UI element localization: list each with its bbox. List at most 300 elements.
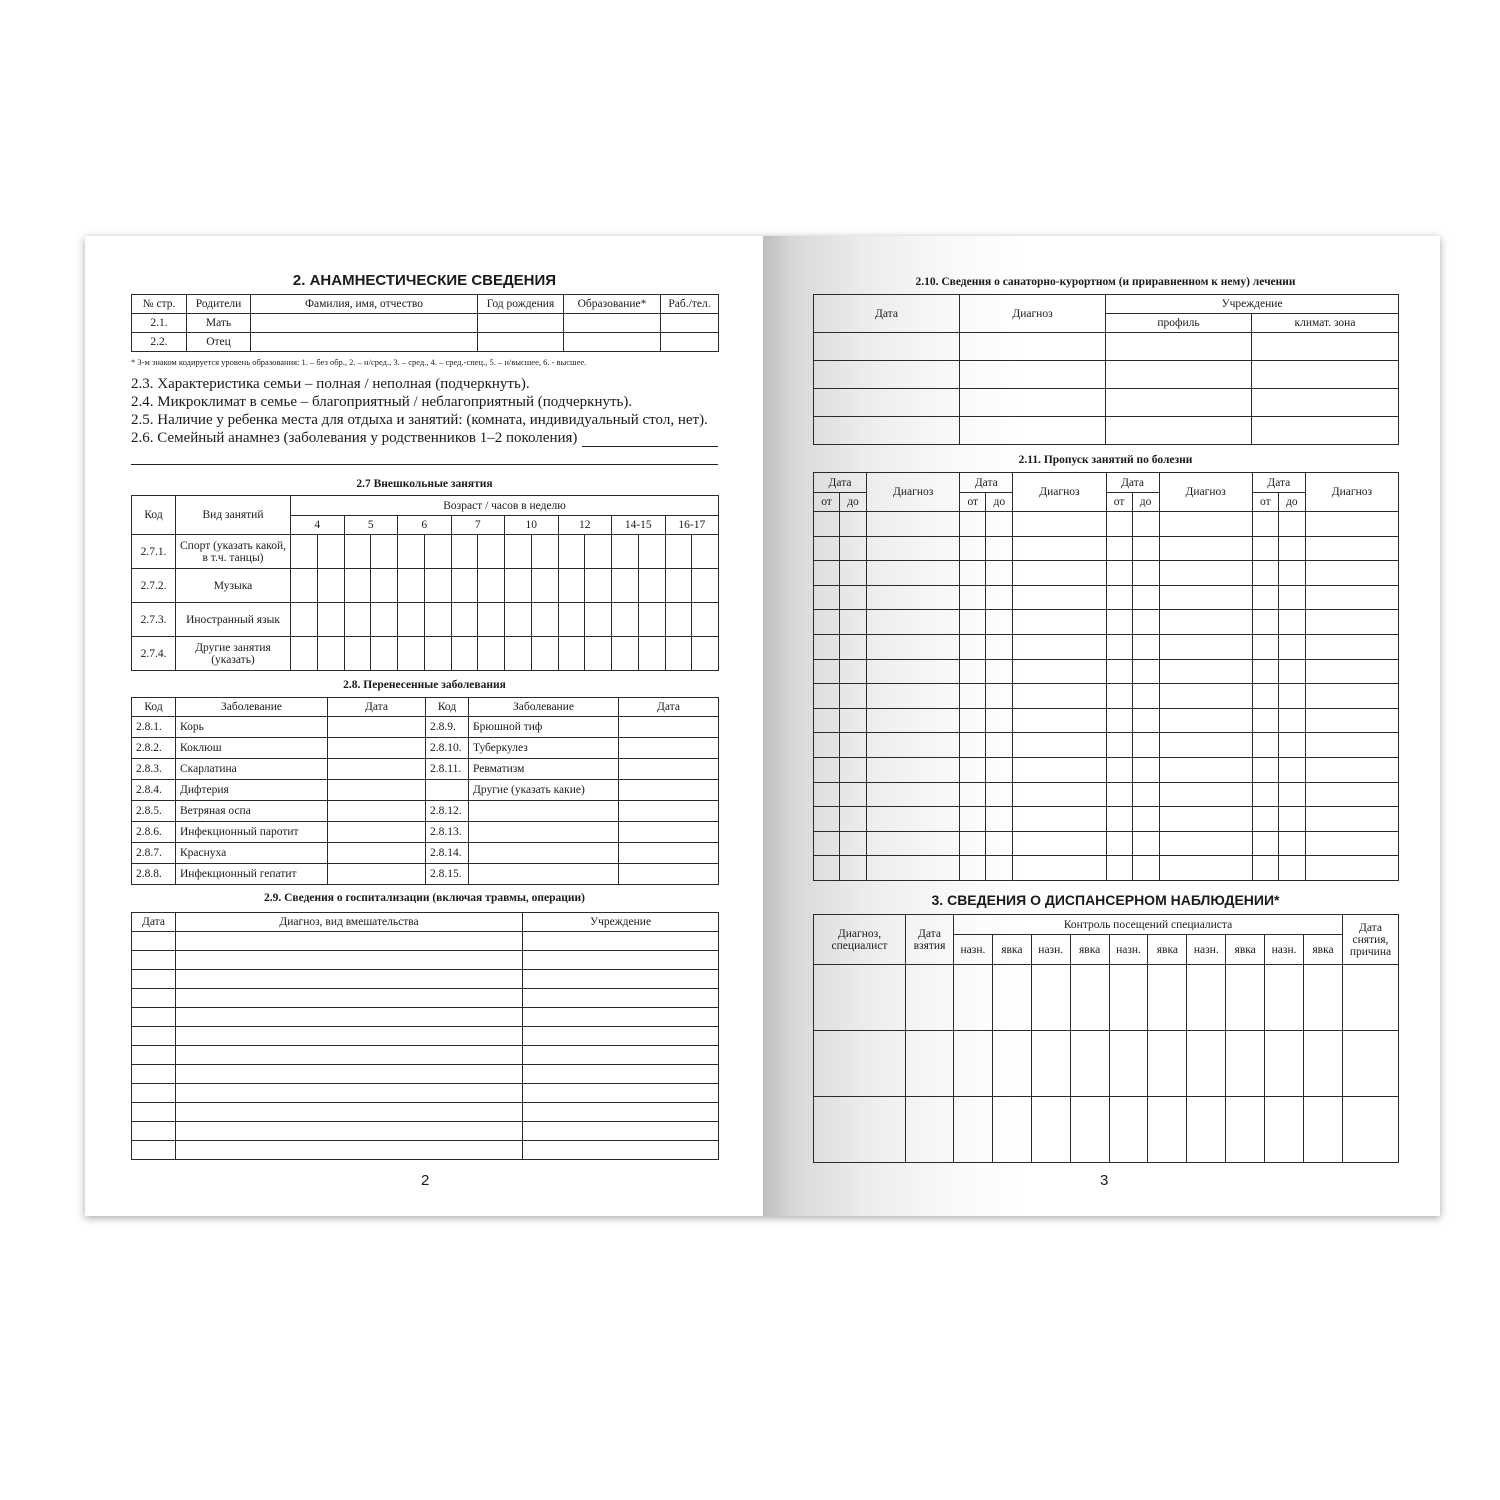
input-cell[interactable] [986,610,1013,635]
input-cell[interactable] [1252,389,1399,417]
input-cell[interactable] [840,708,867,733]
input-cell[interactable] [960,333,1106,361]
input-cell[interactable] [1278,856,1305,881]
input-cell[interactable] [1070,965,1109,1031]
input-cell[interactable] [1305,757,1398,782]
input-cell[interactable] [612,603,639,637]
input-cell[interactable] [665,535,692,569]
input-cell[interactable] [612,569,639,603]
input-cell[interactable] [1252,684,1278,709]
input-cell[interactable] [176,1141,523,1160]
input-cell[interactable] [814,417,960,445]
input-cell[interactable] [1305,733,1398,758]
input-cell[interactable] [132,989,176,1008]
input-cell[interactable] [344,569,371,603]
input-cell[interactable] [814,659,840,684]
input-cell[interactable] [451,637,478,671]
input-cell[interactable] [986,856,1013,881]
input-cell[interactable] [1106,333,1252,361]
input-cell[interactable] [523,951,719,970]
input-cell[interactable] [954,1097,993,1163]
input-cell[interactable] [451,603,478,637]
input-cell[interactable] [523,1122,719,1141]
input-cell[interactable] [692,569,719,603]
input-cell[interactable] [960,585,986,610]
input-cell[interactable] [840,634,867,659]
input-cell[interactable] [1226,965,1265,1031]
input-cell[interactable] [176,1065,523,1084]
input-cell[interactable] [505,637,532,671]
input-cell[interactable] [661,314,719,333]
input-cell[interactable] [344,603,371,637]
input-cell[interactable] [1278,561,1305,586]
input-cell[interactable] [451,569,478,603]
input-cell[interactable] [960,512,986,537]
input-cell[interactable] [986,659,1013,684]
input-cell[interactable] [960,634,986,659]
input-cell[interactable] [1106,659,1132,684]
input-cell[interactable] [986,561,1013,586]
input-cell[interactable] [176,1084,523,1103]
disease-name[interactable] [469,801,619,822]
input-cell[interactable] [1265,1031,1304,1097]
date-input[interactable] [328,801,426,822]
input-cell[interactable] [814,782,840,807]
input-cell[interactable] [986,708,1013,733]
input-cell[interactable] [132,1103,176,1122]
input-cell[interactable] [1304,965,1343,1031]
input-cell[interactable] [558,569,585,603]
input-cell[interactable] [867,634,960,659]
input-cell[interactable] [867,733,960,758]
input-cell[interactable] [1106,807,1132,832]
input-cell[interactable] [1342,965,1398,1031]
input-cell[interactable] [1013,634,1106,659]
input-cell[interactable] [1252,782,1278,807]
input-cell[interactable] [986,512,1013,537]
input-cell[interactable] [176,1103,523,1122]
input-cell[interactable] [317,603,344,637]
input-cell[interactable] [251,333,478,352]
input-cell[interactable] [1305,512,1398,537]
input-cell[interactable] [1252,512,1278,537]
input-cell[interactable] [523,1046,719,1065]
input-cell[interactable] [840,733,867,758]
input-cell[interactable] [1278,659,1305,684]
input-cell[interactable] [1132,536,1159,561]
input-cell[interactable] [1305,610,1398,635]
date-input[interactable] [328,717,426,738]
input-cell[interactable] [132,970,176,989]
input-cell[interactable] [867,684,960,709]
input-cell[interactable] [986,757,1013,782]
input-cell[interactable] [1106,634,1132,659]
input-cell[interactable] [960,733,986,758]
input-cell[interactable] [132,1046,176,1065]
input-cell[interactable] [1132,733,1159,758]
input-cell[interactable] [132,1122,176,1141]
input-cell[interactable] [1159,708,1252,733]
input-cell[interactable] [814,965,906,1031]
input-cell[interactable] [558,637,585,671]
date-input[interactable] [619,780,719,801]
input-cell[interactable] [1159,831,1252,856]
input-cell[interactable] [1132,856,1159,881]
input-cell[interactable] [1132,561,1159,586]
input-cell[interactable] [1305,831,1398,856]
input-cell[interactable] [986,733,1013,758]
input-cell[interactable] [1159,659,1252,684]
input-cell[interactable] [398,637,425,671]
input-cell[interactable] [1265,1097,1304,1163]
input-cell[interactable] [531,603,558,637]
sanatorium-table[interactable] [813,294,1399,445]
input-cell[interactable] [1252,585,1278,610]
input-cell[interactable] [176,970,523,989]
input-cell[interactable] [1159,684,1252,709]
input-cell[interactable] [291,569,318,603]
input-cell[interactable] [1305,807,1398,832]
input-cell[interactable] [1305,684,1398,709]
input-cell[interactable] [814,361,960,389]
input-cell[interactable] [1132,708,1159,733]
input-cell[interactable] [585,569,612,603]
input-cell[interactable] [867,585,960,610]
input-cell[interactable] [505,535,532,569]
extracurricular-table[interactable] [131,495,719,671]
input-cell[interactable] [960,659,986,684]
input-cell[interactable] [1159,512,1252,537]
input-cell[interactable] [1159,610,1252,635]
input-cell[interactable] [665,637,692,671]
input-cell[interactable] [1265,965,1304,1031]
input-cell[interactable] [665,603,692,637]
input-cell[interactable] [840,684,867,709]
input-cell[interactable] [291,637,318,671]
input-cell[interactable] [176,1008,523,1027]
input-cell[interactable] [505,569,532,603]
input-cell[interactable] [1159,807,1252,832]
input-cell[interactable] [523,989,719,1008]
date-input[interactable] [328,843,426,864]
input-cell[interactable] [344,637,371,671]
input-cell[interactable] [1187,1031,1226,1097]
input-cell[interactable] [478,535,505,569]
input-cell[interactable] [814,536,840,561]
input-cell[interactable] [1148,965,1187,1031]
input-cell[interactable] [1304,1097,1343,1163]
input-cell[interactable] [1106,389,1252,417]
input-cell[interactable] [1132,634,1159,659]
input-cell[interactable] [1305,536,1398,561]
input-cell[interactable] [986,684,1013,709]
input-cell[interactable] [478,333,564,352]
input-cell[interactable] [814,561,840,586]
input-cell[interactable] [1013,733,1106,758]
input-cell[interactable] [814,684,840,709]
input-cell[interactable] [960,782,986,807]
input-cell[interactable] [564,314,661,333]
input-cell[interactable] [1013,757,1106,782]
input-cell[interactable] [1148,1031,1187,1097]
input-cell[interactable] [906,965,954,1031]
date-input[interactable] [619,759,719,780]
input-cell[interactable] [1304,1031,1343,1097]
input-cell[interactable] [814,512,840,537]
input-cell[interactable] [1132,807,1159,832]
input-cell[interactable] [585,637,612,671]
input-cell[interactable] [1252,659,1278,684]
input-cell[interactable] [371,603,398,637]
input-cell[interactable] [1031,1031,1070,1097]
input-cell[interactable] [986,585,1013,610]
input-cell[interactable] [1342,1097,1398,1163]
input-cell[interactable] [612,637,639,671]
input-cell[interactable] [523,1103,719,1122]
input-cell[interactable] [960,361,1106,389]
input-cell[interactable] [840,856,867,881]
input-cell[interactable] [960,417,1106,445]
input-cell[interactable] [1159,856,1252,881]
input-cell[interactable] [867,831,960,856]
input-cell[interactable] [840,782,867,807]
input-cell[interactable] [523,1141,719,1160]
input-cell[interactable] [638,535,665,569]
input-cell[interactable] [638,603,665,637]
input-cell[interactable] [1013,659,1106,684]
input-cell[interactable] [814,757,840,782]
input-cell[interactable] [558,535,585,569]
input-cell[interactable] [1159,585,1252,610]
input-cell[interactable] [291,535,318,569]
input-cell[interactable] [1252,361,1399,389]
input-cell[interactable] [1132,610,1159,635]
input-cell[interactable] [1252,807,1278,832]
input-cell[interactable] [960,757,986,782]
input-cell[interactable] [814,708,840,733]
date-input[interactable] [619,822,719,843]
input-cell[interactable] [1252,536,1278,561]
input-cell[interactable] [960,708,986,733]
input-cell[interactable] [1013,856,1106,881]
input-cell[interactable] [1109,965,1148,1031]
input-cell[interactable] [523,1008,719,1027]
input-cell[interactable] [1132,684,1159,709]
input-cell[interactable] [814,1031,906,1097]
input-cell[interactable] [478,314,564,333]
input-cell[interactable] [176,1027,523,1046]
input-cell[interactable] [1305,782,1398,807]
input-cell[interactable] [1106,782,1132,807]
input-cell[interactable] [960,389,1106,417]
input-cell[interactable] [1278,708,1305,733]
input-cell[interactable] [986,831,1013,856]
input-cell[interactable] [1187,1097,1226,1163]
input-cell[interactable] [1342,1031,1398,1097]
input-cell[interactable] [132,1027,176,1046]
input-cell[interactable] [814,610,840,635]
input-cell[interactable] [317,637,344,671]
input-cell[interactable] [1278,807,1305,832]
input-cell[interactable] [1278,733,1305,758]
input-cell[interactable] [960,610,986,635]
input-cell[interactable] [1159,782,1252,807]
input-cell[interactable] [1132,585,1159,610]
input-cell[interactable] [531,535,558,569]
input-cell[interactable] [906,1031,954,1097]
input-cell[interactable] [1148,1097,1187,1163]
input-cell[interactable] [1106,585,1132,610]
input-cell[interactable] [1278,757,1305,782]
input-cell[interactable] [1070,1097,1109,1163]
input-cell[interactable] [478,569,505,603]
input-cell[interactable] [1252,733,1278,758]
date-input[interactable] [619,801,719,822]
input-cell[interactable] [132,1084,176,1103]
input-cell[interactable] [1106,417,1252,445]
disease-name[interactable] [469,822,619,843]
input-cell[interactable] [1106,610,1132,635]
input-cell[interactable] [1278,831,1305,856]
input-cell[interactable] [1132,782,1159,807]
input-cell[interactable] [317,535,344,569]
input-cell[interactable] [1278,634,1305,659]
input-cell[interactable] [1106,733,1132,758]
input-cell[interactable] [398,535,425,569]
input-cell[interactable] [1013,807,1106,832]
input-cell[interactable] [1106,561,1132,586]
input-cell[interactable] [992,1031,1031,1097]
input-cell[interactable] [814,733,840,758]
date-input[interactable] [328,780,426,801]
input-cell[interactable] [523,1027,719,1046]
input-cell[interactable] [867,856,960,881]
input-cell[interactable] [840,807,867,832]
input-cell[interactable] [960,684,986,709]
input-cell[interactable] [1013,536,1106,561]
input-cell[interactable] [1159,536,1252,561]
input-cell[interactable] [1013,585,1106,610]
input-cell[interactable] [814,634,840,659]
input-cell[interactable] [398,603,425,637]
input-cell[interactable] [960,856,986,881]
input-cell[interactable] [954,1031,993,1097]
input-cell[interactable] [1109,1031,1148,1097]
input-cell[interactable] [344,535,371,569]
date-input[interactable] [328,822,426,843]
input-cell[interactable] [176,1122,523,1141]
input-cell[interactable] [1106,708,1132,733]
input-cell[interactable] [451,535,478,569]
input-cell[interactable] [1132,757,1159,782]
input-cell[interactable] [176,951,523,970]
input-cell[interactable] [1305,659,1398,684]
input-cell[interactable] [1278,536,1305,561]
input-cell[interactable] [132,932,176,951]
input-cell[interactable] [840,659,867,684]
disease-name[interactable] [469,843,619,864]
input-cell[interactable] [840,585,867,610]
hospitalization-table[interactable] [131,912,719,1160]
input-cell[interactable] [1159,733,1252,758]
input-cell[interactable] [960,831,986,856]
input-cell[interactable] [1226,1097,1265,1163]
input-cell[interactable] [814,389,960,417]
input-cell[interactable] [992,1097,1031,1163]
input-cell[interactable] [132,1065,176,1084]
input-cell[interactable] [1252,831,1278,856]
input-cell[interactable] [1013,561,1106,586]
input-cell[interactable] [1252,708,1278,733]
input-cell[interactable] [960,561,986,586]
input-cell[interactable] [585,535,612,569]
input-cell[interactable] [1132,512,1159,537]
input-cell[interactable] [251,314,478,333]
input-cell[interactable] [523,1065,719,1084]
input-cell[interactable] [1252,856,1278,881]
input-cell[interactable] [840,757,867,782]
input-cell[interactable] [1109,1097,1148,1163]
input-cell[interactable] [867,659,960,684]
input-cell[interactable] [814,585,840,610]
input-cell[interactable] [1132,659,1159,684]
input-cell[interactable] [692,603,719,637]
input-cell[interactable] [1278,512,1305,537]
input-cell[interactable] [1106,831,1132,856]
input-cell[interactable] [867,536,960,561]
input-cell[interactable] [176,1046,523,1065]
input-cell[interactable] [814,1097,906,1163]
input-cell[interactable] [478,603,505,637]
input-cell[interactable] [1132,831,1159,856]
input-cell[interactable] [1031,965,1070,1031]
date-input[interactable] [619,864,719,885]
date-input[interactable] [328,864,426,885]
input-cell[interactable] [424,637,451,671]
date-input[interactable] [619,717,719,738]
input-cell[interactable] [1278,782,1305,807]
input-cell[interactable] [814,807,840,832]
input-cell[interactable] [523,970,719,989]
input-cell[interactable] [1106,536,1132,561]
input-cell[interactable] [424,603,451,637]
input-cell[interactable] [1013,782,1106,807]
input-cell[interactable] [371,569,398,603]
input-cell[interactable] [1305,585,1398,610]
dispensary-table[interactable] [813,914,1399,1163]
input-cell[interactable] [398,569,425,603]
diseases-table[interactable] [131,697,719,885]
input-cell[interactable] [132,1141,176,1160]
input-cell[interactable] [867,708,960,733]
input-cell[interactable] [814,333,960,361]
input-cell[interactable] [1252,333,1399,361]
input-cell[interactable] [665,569,692,603]
input-cell[interactable] [523,932,719,951]
input-cell[interactable] [371,637,398,671]
input-cell[interactable] [1278,610,1305,635]
input-cell[interactable] [1106,361,1252,389]
input-cell[interactable] [960,807,986,832]
input-cell[interactable] [1252,634,1278,659]
input-cell[interactable] [505,603,532,637]
input-cell[interactable] [867,807,960,832]
input-cell[interactable] [585,603,612,637]
absence-table[interactable] [813,472,1399,881]
input-cell[interactable] [1031,1097,1070,1163]
input-cell[interactable] [1013,684,1106,709]
input-cell[interactable] [1159,634,1252,659]
